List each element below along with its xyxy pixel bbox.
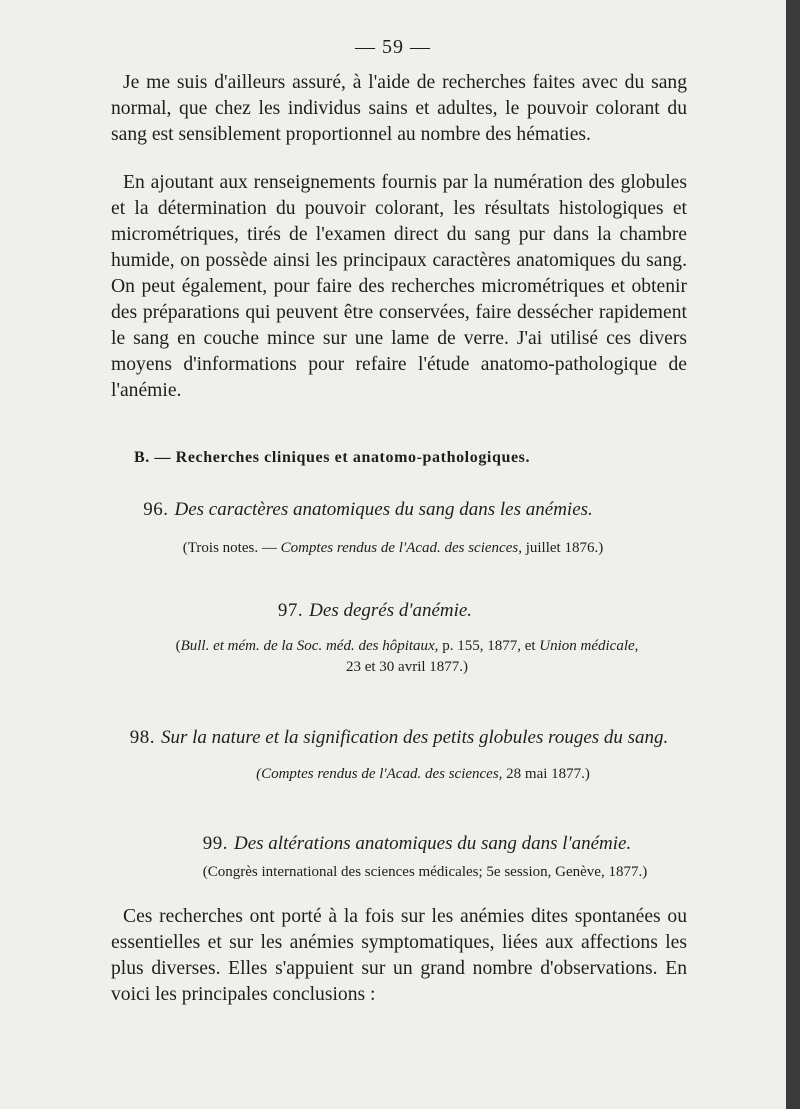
page-number: — 59 — bbox=[355, 36, 431, 58]
paragraph-conclusions-text: Ces recherches ont porté à la fois sur les anémies dites spontanées ou essentielles et sur les anémies symptomatiques, liées aux affections les plus diverses. Elles s'appuient sur un grand nombre d'observations. En voici les principales conclusions : bbox=[111, 906, 687, 1005]
reference-date: juillet 1876.) bbox=[521, 540, 604, 556]
reference-journal: (Comptes rendus de l'Acad. des sciences, bbox=[256, 766, 503, 782]
reference-pages: p. 155, 1877, et bbox=[438, 638, 540, 654]
reference-journal: Comptes rendus de l'Acad. des sciences, bbox=[280, 540, 522, 556]
page-edge-shadow bbox=[786, 0, 800, 1109]
entry-reference-97: (Bull. et mém. de la Soc. méd. des hôpitaux, p. 155, 1877, et Union médicale, 23 et 30 avril 1877.) bbox=[175, 638, 639, 675]
entry-title-text: Des degrés d'anémie. bbox=[309, 600, 473, 621]
paragraph-methods bbox=[111, 170, 687, 404]
entry-title-99 bbox=[24, 833, 786, 855]
entry-number: 96. bbox=[143, 499, 169, 520]
entry-number: 97. bbox=[277, 600, 304, 621]
reference-date: 28 mai 1877.) bbox=[502, 766, 590, 782]
entry-title-text: Sur la nature et la signification des petits globules rouges du sang. bbox=[160, 727, 669, 748]
paragraph-intro-text: Je me suis d'ailleurs assuré, à l'aide de recherches faites avec du sang normal, que chez les individus sains et adultes, le pouvoir colorant du sang est sensiblement proportionnel au nombre des hématies. bbox=[111, 72, 687, 145]
entry-reference-99: (Congrès international des sciences médicales; 5e session, Genève, 1877.) bbox=[202, 864, 648, 880]
reference-prefix: (Trois notes. — bbox=[182, 540, 281, 556]
reference-journal-2: Union médicale, bbox=[539, 638, 639, 654]
section-heading: B. — Recherches cliniques et anatomo-pathologiques. bbox=[134, 449, 531, 466]
entry-title-97 bbox=[0, 600, 768, 622]
entry-title-96 bbox=[88, 499, 648, 521]
reference-date: 23 et 30 avril 1877.) bbox=[345, 659, 469, 675]
reference-journal: Bull. et mém. de la Soc. méd. des hôpitaux, bbox=[180, 638, 439, 654]
entry-number: 98. bbox=[129, 727, 155, 748]
entry-title-98 bbox=[6, 727, 786, 749]
paragraph-conclusions bbox=[111, 904, 687, 1008]
entry-title-text: Des caractères anatomiques du sang dans les anémies. bbox=[174, 499, 593, 520]
entry-reference-96 bbox=[0, 538, 786, 559]
entry-number: 99. bbox=[202, 833, 228, 854]
paragraph-methods-text: En ajoutant aux renseignements fournis par la numération des globules et la détermination du pouvoir colorant, les résultats histologiques et micrométriques, tirés de l'examen direct du sang pur dans la chambre humide, on possède ainsi les principaux caractères anatomiques du sang. On peut également, pour faire des recherches micrométriques et obtenir des préparations qui peuvent être conservées, faire dessécher rapidement le sang en couche mince sur une lame de verre. J'ai utilisé ces divers moyens d'informations pour refaire l'étude anatomo-pathologique de l'anémie. bbox=[111, 172, 687, 401]
entry-title-text: Des altérations anatomiques du sang dans l'anémie. bbox=[234, 833, 632, 854]
entry-reference-98 bbox=[30, 764, 786, 785]
paragraph-intro bbox=[111, 70, 687, 148]
